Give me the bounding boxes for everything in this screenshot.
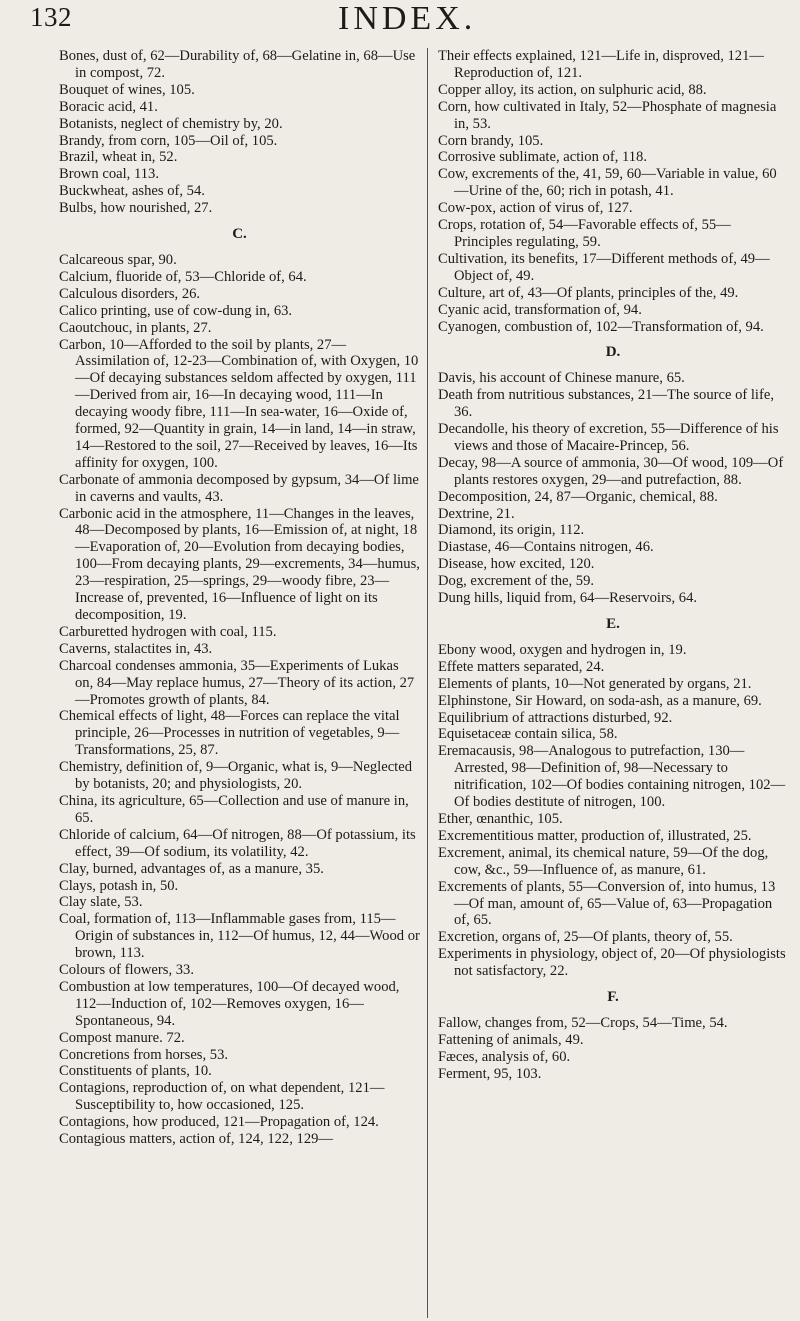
index-entry: Copper alloy, its action, on sulphuric acid, 88. (438, 81, 707, 98)
page-number: 132 (30, 2, 72, 32)
index-entry: Fæces, analysis of, 60. (438, 1048, 571, 1065)
index-entry: Their effects explained, 121—Life in, disproved, 121—Reproduction of, 121. (438, 48, 764, 81)
section-letter: E. (606, 616, 620, 632)
right-column (438, 48, 788, 1083)
index-entry: Concretions from horses, 53. (59, 1046, 229, 1063)
index-entry: Dextrine, 21. (438, 505, 515, 522)
section-letter: F. (607, 989, 619, 1006)
index-entry: Chloride of calcium, 64—Of nitrogen, 88—Of potassium, its effect, 39—Of sodium, its volatility, 42. (59, 826, 416, 860)
index-entry: Calcium, fluoride of, 53—Chloride of, 64. (59, 268, 307, 285)
index-entry: Clay slate, 53. (59, 894, 143, 911)
index-entry: Chemistry, definition of, 9—Organic, what is, 9—Neglected by botanists, 20; and physiologists, 20. (59, 759, 413, 793)
page-header (0, 0, 800, 44)
index-entry: Chemical effects of light, 48—Forces can replace the vital principle, 26—Processes in nutrition of vegetables, 9—Transformations, 25, 87. (59, 708, 400, 759)
index-entry: Calculous disorders, 26. (59, 285, 201, 302)
index-entry: Corrosive sublimate, action of, 118. (438, 149, 648, 166)
index-entry: Contagions, reproduction of, on what dependent, 121—Susceptibility to, how occasioned, 125. (59, 1080, 385, 1114)
index-entry: Fallow, changes from, 52—Crops, 54—Time, 54. (438, 1014, 728, 1031)
index-entry: Ether, œnanthic, 105. (438, 810, 563, 827)
index-entry: Davis, his account of Chinese manure, 65. (438, 370, 685, 387)
index-entry: Ebony wood, oxygen and hydrogen in, 19. (438, 641, 687, 658)
index-entry: Decandolle, his theory of excretion, 55—Difference of his views and those of Macaire-Princep, 56. (438, 421, 779, 454)
index-entry: Corn brandy, 105. (438, 132, 544, 149)
index-entry: Calcareous spar, 90. (59, 251, 177, 268)
index-entry: Eremacausis, 98—Analogous to putrefaction, 130—Arrested, 98—Definition of, 98—Necessary to nitrification, 102—Of bodies containing nitrogen, 102—Of bodies destitute of nitrogen, 100. (438, 743, 786, 811)
index-entry: Dog, excrement of the, 59. (438, 573, 595, 590)
index-entry: Caverns, stalactites in, 43. (59, 640, 213, 657)
index-entry: Contagious matters, action of, 124, 122, 129— (59, 1131, 334, 1148)
index-entry: Caoutchouc, in plants, 27. (59, 319, 212, 336)
index-entry: Brazil, wheat in, 52. (59, 149, 178, 166)
index-entry: Buckwheat, ashes of, 54. (59, 183, 205, 200)
index-entry: China, its agriculture, 65—Collection and use of manure in, 65. (59, 792, 409, 826)
index-entry: Diastase, 46—Contains nitrogen, 46. (438, 539, 654, 556)
index-entry: Elphinstone, Sir Howard, on soda-ash, as a manure, 69. (438, 692, 762, 709)
index-entry: Bones, dust of, 62—Durability of, 68—Gelatine in, 68—Use in compost, 72. (59, 48, 416, 81)
index-entry: Carburetted hydrogen with coal, 115. (59, 623, 277, 640)
index-entry: Excrement, animal, its chemical nature, 59—Of the dog, cow, &c., 59—Influence of, as manure, 61. (438, 844, 769, 878)
running-title: INDEX. (338, 0, 477, 37)
index-entry: Ferment, 95, 103. (438, 1065, 542, 1082)
index-entry: Contagions, how produced, 121—Propagation of, 124. (59, 1114, 379, 1131)
index-entry: Bulbs, how nourished, 27. (59, 200, 213, 217)
index-entry: Carbon, 10—Afforded to the soil by plants, 27—Assimilation of, 12-23—Combination of, with Oxygen, 10—Of decaying substances seldom affected by oxygen, 111—Derived from air, 16—In decaying wood, 111—In decaying woody fibre, 111—In sea-water, 16—Oxide of, formed, 92—Quantity in grain, 14—in land, 14—in straw, 14—Restored to the soil, 27—Received by leaves, 16—Its affinity for oxygen, 100. (59, 336, 419, 471)
left-column (59, 48, 420, 1148)
index-entry: Carbonic acid in the atmosphere, 11—Changes in the leaves, 48—Decomposed by plants, 16—Emission of, at night, 18—Evaporation of, 20—Evolution from decaying bodies, 100—From decaying plants, 29—excrements, 34—humus, 23—respiration, 25—springs, 29—woody fibre, 23—Increase of, prevented, 16—Influence of light on its decomposition, 19. (59, 505, 420, 623)
index-entry: Botanists, neglect of chemistry by, 20. (59, 115, 283, 132)
index-entry: Excrementitious matter, production of, illustrated, 25. (438, 827, 752, 844)
index-entry: Compost manure. 72. (59, 1029, 185, 1046)
index-entry: Cow-pox, action of virus of, 127. (438, 200, 633, 217)
index-entry: Experiments in physiology, object of, 20—Of physiologists not satisfactory, 22. (438, 946, 786, 980)
index-entry: Disease, how excited, 120. (438, 556, 595, 573)
index-entry: Constituents of plants, 10. (59, 1063, 212, 1080)
index-entry: Combustion at low temperatures, 100—Of decayed wood, 112—Induction of, 102—Removes oxygen, 16—Spontaneous, 94. (59, 978, 400, 1029)
index-entry: Equisetaceæ contain silica, 58. (438, 726, 618, 743)
index-entry: Elements of plants, 10—Not generated by organs, 21. (438, 675, 752, 692)
index-entry: Cyanic acid, transformation of, 94. (438, 301, 642, 318)
index-entry: Equilibrium of attractions disturbed, 92. (438, 709, 673, 726)
index-entry: Calico printing, use of cow-dung in, 63. (59, 302, 293, 319)
index-entry: Brown coal, 113. (59, 166, 159, 183)
index-entry: Corn, how cultivated in Italy, 52—Phosphate of magnesia in, 53. (438, 98, 777, 132)
index-entry: Effete matters separated, 24. (438, 658, 605, 675)
index-entry: Dung hills, liquid from, 64—Reservoirs, 64. (438, 590, 698, 607)
column-divider (427, 48, 428, 1318)
index-entry: Death from nutritious substances, 21—The source of life, 36. (438, 387, 774, 421)
index-entry: Charcoal condenses ammonia, 35—Experiments of Lukas on, 84—May replace humus, 27—Theory of its action, 27—Promotes growth of plants, 84. (59, 657, 415, 708)
index-entry: Decay, 98—A source of ammonia, 30—Of wood, 109—Of plants restores oxygen, 29—and putrefaction, 88. (438, 454, 784, 488)
index-entry: Decomposition, 24, 87—Organic, chemical, 88. (438, 488, 718, 505)
section-letter: C. (232, 226, 247, 243)
index-entry: Diamond, its origin, 112. (438, 522, 585, 539)
index-entry: Crops, rotation of, 54—Favorable effects of, 55—Principles regulating, 59. (438, 217, 731, 250)
section-letter: D. (605, 344, 621, 361)
index-entry: Carbonate of ammonia decomposed by gypsum, 34—Of lime in caverns and vaults, 43. (59, 471, 419, 505)
index-entry: Coal, formation of, 113—Inflammable gases from, 115—Origin of substances in, 112—Of humus, 12, 44—Wood or brown, 113. (59, 911, 420, 962)
index-entry: Culture, art of, 43—Of plants, principles of the, 49. (438, 284, 739, 301)
index-entry: Clays, potash in, 50. (59, 877, 179, 894)
index-entry: Excretion, organs of, 25—Of plants, theory of, 55. (438, 929, 733, 946)
index-entry: Excrements of plants, 55—Conversion of, into humus, 13—Of man, amount of, 65—Value of, 63—Propagation of, 65. (438, 878, 776, 929)
index-entry: Cultivation, its benefits, 17—Different methods of, 49—Object of, 49. (438, 250, 770, 284)
index-entry: Clay, burned, advantages of, as a manure, 35. (59, 860, 324, 877)
index-entry: Brandy, from corn, 105—Oil of, 105. (59, 132, 278, 149)
index-entry: Cow, excrements of the, 41, 59, 60—Variable in value, 60—Urine of the, 60; rich in potash, 41. (438, 166, 777, 200)
index-entry: Bouquet of wines, 105. (59, 81, 195, 98)
index-entry: Colours of flowers, 33. (59, 962, 194, 979)
index-entry: Boracic acid, 41. (59, 98, 158, 115)
index-entry: Fattening of animals, 49. (438, 1031, 584, 1048)
index-entry: Cyanogen, combustion of, 102—Transformation of, 94. (438, 318, 764, 335)
